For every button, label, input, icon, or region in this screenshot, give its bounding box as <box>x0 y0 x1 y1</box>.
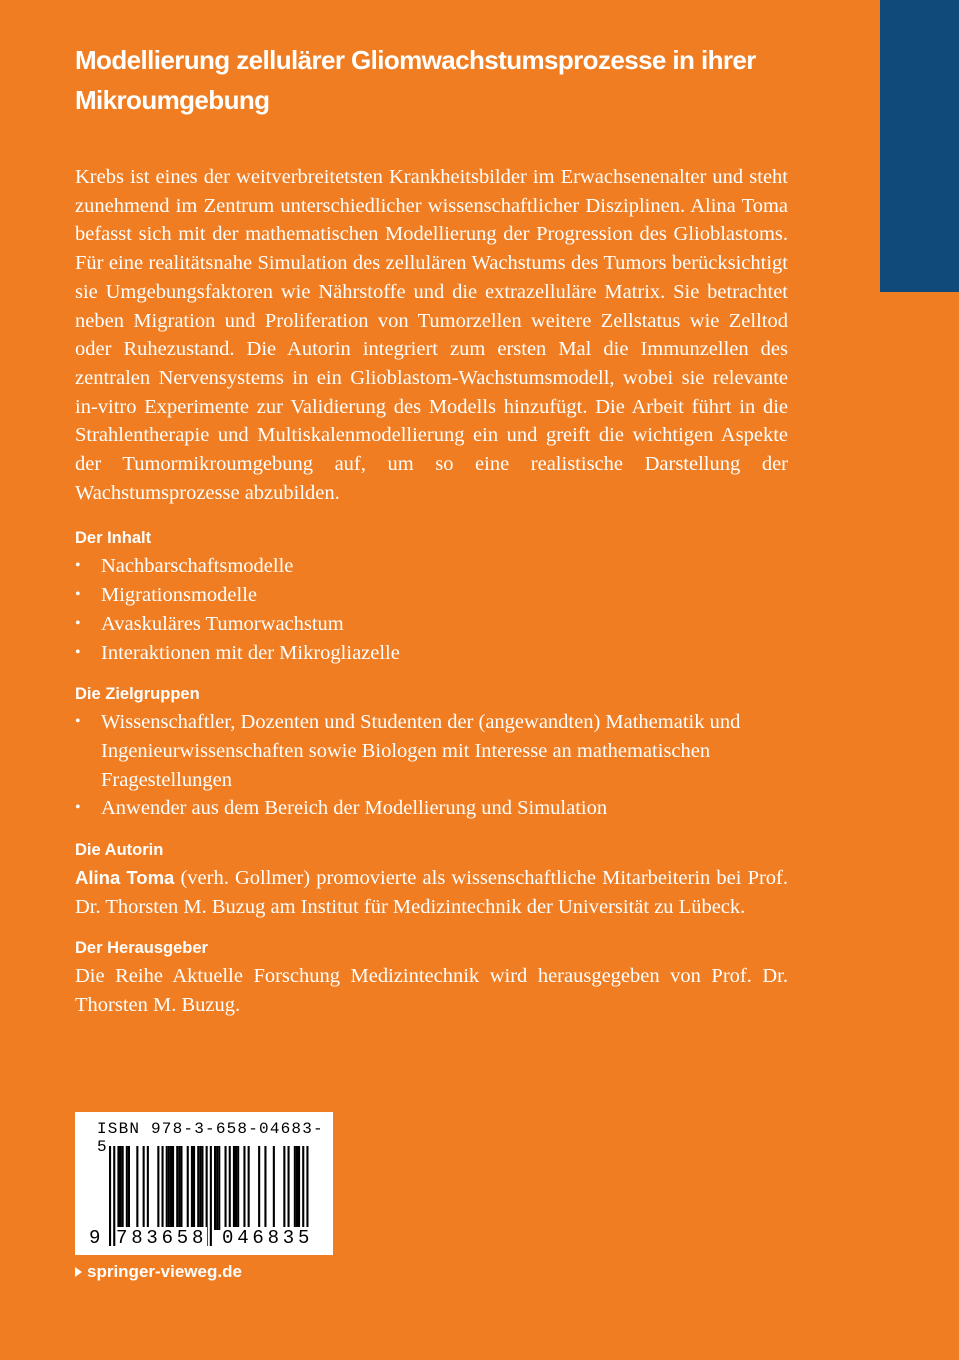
barcode-bar <box>296 1146 298 1230</box>
barcode-bar <box>187 1146 189 1230</box>
editor-heading: Der Herausgeber <box>75 939 208 958</box>
list-item: • Nachbarschaftsmodelle <box>75 552 788 581</box>
barcode-bar <box>180 1146 182 1230</box>
barcode-bar <box>235 1146 237 1230</box>
ean-first-digit: 9 <box>89 1227 105 1249</box>
barcode-bar <box>248 1146 250 1230</box>
barcode-bar <box>264 1146 266 1230</box>
barcode-bar <box>298 1146 300 1230</box>
barcode-bar <box>120 1146 122 1230</box>
audience-heading: Die Zielgruppen <box>75 685 200 704</box>
list-item: • Avaskuläres Tumorwachstum <box>75 610 788 639</box>
barcode-bar <box>210 1146 212 1246</box>
list-item: • Migrationsmodelle <box>75 581 788 610</box>
barcode-bar <box>170 1146 172 1230</box>
book-title: Modellierung zellulärer Gliomwachstumsprozesse in ihrer Mikroumgebung <box>75 45 756 115</box>
barcode-bar <box>243 1146 245 1230</box>
author-heading: Die Autorin <box>75 841 164 860</box>
barcode-bar <box>197 1146 199 1230</box>
barcode-bar <box>109 1146 111 1246</box>
barcode-bar <box>283 1146 285 1230</box>
barcode-bar <box>214 1146 216 1230</box>
barcode-bar <box>136 1146 138 1230</box>
author-bio-text: (verh. Gollmer) promovierte als wissenschaftliche Mitarbeiterin bei Prof. Dr. Thorsten M. Buzug am Institut für Medizintechnik der Universität zu Lübeck. <box>75 867 789 918</box>
barcode-bar <box>157 1146 159 1230</box>
website-link[interactable] <box>75 1262 242 1282</box>
side-color-bar <box>880 0 959 292</box>
ean-right-group: 046835 <box>222 1227 314 1249</box>
barcode-bar <box>225 1146 227 1230</box>
barcode-bar <box>117 1146 119 1230</box>
barcode-bar <box>288 1146 290 1230</box>
contents-heading: Der Inhalt <box>75 529 152 548</box>
author-bio <box>75 864 788 921</box>
contents-list <box>75 552 788 667</box>
ean-left-group: 783658 <box>116 1227 208 1249</box>
barcode-bar <box>237 1146 239 1230</box>
list-item: • Wissenschaftler, Dozenten und Studenten der (angewandten) Mathematik und Ingenieurwissenschaften sowie Biologen mit Interesse an mathematischen Fragestellungen <box>75 708 788 794</box>
barcode-bar <box>176 1146 178 1230</box>
arrow-right-icon <box>75 1267 82 1277</box>
author-name: Alina Toma <box>75 867 175 889</box>
barcode-bar <box>258 1146 260 1230</box>
barcode-bar <box>233 1146 235 1230</box>
back-cover-content <box>75 163 788 1020</box>
description: Krebs ist eines der weitverbreitetsten Krankheitsbilder im Erwachsenenalter und steht zunehmend im Zentrum unterschiedlicher wissenschaftlicher Disziplinen. Alina Toma befasst sich mit der mathematischen Modellierung der Progression des Glioblastoms. Für eine realitätsnahe Simulation des zellulären Wachstums des Tumors berücksichtigt sie Umgebungsfaktoren wie Nährstoffe und die extrazelluläre Matrix. Sie betrachtet neben Migration und Proliferation von Tumorzellen weitere Zellstatus wie Zelltod oder Ruhezustand. Die Autorin integriert zum ersten Mal die Immunzellen des zentralen Nervensystems in ein Glioblastom-Wachstumsmodell, wobei sie relevante in-vitro Experimente zur Validierung des Modells hinzufügt. Die Arbeit führt in die Strahlentherapie und Multiskalenmodellierung ein und greift die wichtigen Aspekte der Tumormikroumgebung auf, um so eine realistische Darstellung der Wachstumsprozesse abzubilden. <box>75 166 788 504</box>
barcode-bar <box>147 1146 149 1230</box>
barcode-bar <box>122 1146 124 1230</box>
barcode-bar <box>168 1146 170 1230</box>
barcode-bar <box>229 1146 231 1230</box>
barcode-bar <box>162 1146 164 1230</box>
barcode-bar <box>166 1146 168 1230</box>
barcode-bar <box>126 1146 128 1230</box>
barcode-bar <box>128 1146 130 1230</box>
isbn-barcode <box>75 1112 333 1255</box>
barcode-bar <box>294 1146 296 1230</box>
barcode-bar <box>216 1146 218 1230</box>
barcode-bar <box>191 1146 193 1230</box>
isbn-label: ISBN 978-3-658-04683-5 <box>97 1120 324 1156</box>
barcode-bar <box>199 1146 201 1230</box>
audience-list <box>75 708 788 823</box>
list-item: • Anwender aus dem Bereich der Modellierung und Simulation <box>75 794 788 823</box>
list-item: • Interaktionen mit der Mikrogliazelle <box>75 639 788 668</box>
barcode-bar <box>273 1146 275 1230</box>
barcode-bar <box>113 1146 115 1246</box>
barcode-bar <box>193 1146 195 1230</box>
barcode-bar <box>218 1146 220 1230</box>
editor-text: Die Reihe Aktuelle Forschung Medizintechnik wird herausgegeben von Prof. Dr. Thorsten M. Buzug. <box>75 965 788 1017</box>
barcode-bar <box>172 1146 174 1230</box>
website-url[interactable]: springer-vieweg.de <box>87 1262 242 1281</box>
barcode-bar <box>201 1146 203 1230</box>
barcode-bar <box>143 1146 145 1230</box>
barcode-bar <box>178 1146 180 1230</box>
